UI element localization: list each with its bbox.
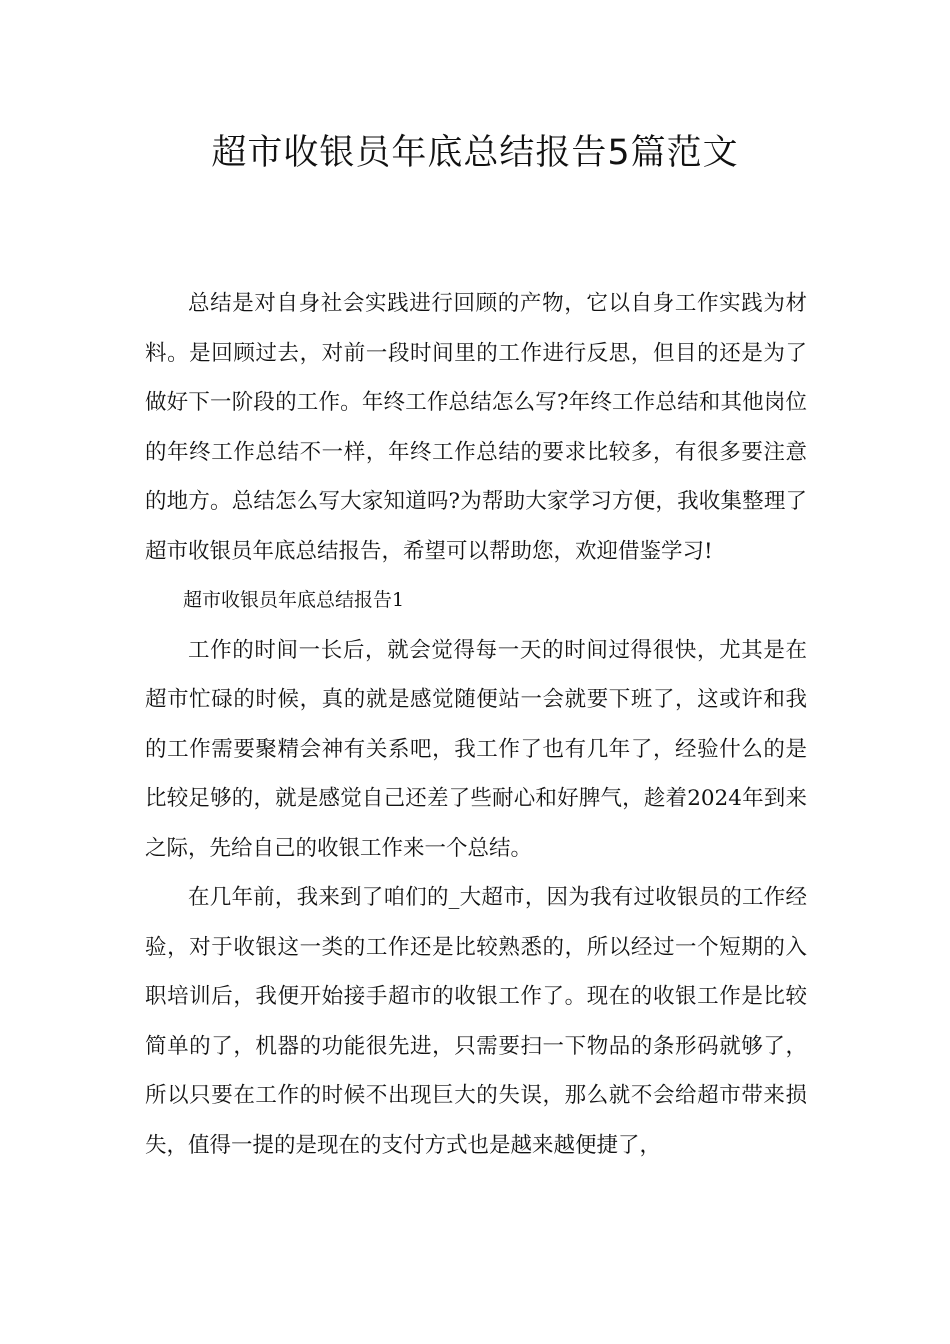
document-body (145, 279, 807, 1170)
intro-paragraph: 总结是对自身社会实践进行回顾的产物，它以自身工作实践为材料。是回顾过去，对前一段时间里的工作进行反思，但目的还是为了做好下一阶段的工作。年终工作总结怎么写?年终工作总结和其他岗位的年终工作总结不一样，年终工作总结的要求比较多，有很多要注意的地方。总结怎么写大家知道吗?为帮助大家学习方便，我收集整理了超市收银员年底总结报告，希望可以帮助您，欢迎借鉴学习! (145, 291, 807, 564)
body-paragraph: 工作的时间一长后，就会觉得每一天的时间过得很快，尤其是在超市忙碌的时候，真的就是感觉随便站一会就要下班了，这或许和我的工作需要聚精会神有关系吧，我工作了也有几年了，经验什么的是比较足够的，就是感觉自己还差了些耐心和好脾气，趁着2024年到来之际，先给自己的收银工作来一个总结。 (145, 637, 807, 861)
body-paragraph: 在几年前，我来到了咱们的_大超市，因为我有过收银员的工作经验，对于收银这一类的工作还是比较熟悉的，所以经过一个短期的入职培训后，我便开始接手超市的收银工作了。现在的收银工作是比较简单的了，机器的功能很先进，只需要扫一下物品的条形码就够了，所以只要在工作的时候不出现巨大的失误，那么就不会给超市带来损失，值得一提的是现在的支付方式也是越来越便捷了， (145, 885, 807, 1158)
document-title: 超市收银员年底总结报告5篇范文 (211, 133, 739, 173)
section-heading: 超市收银员年底总结报告1 (183, 589, 405, 611)
